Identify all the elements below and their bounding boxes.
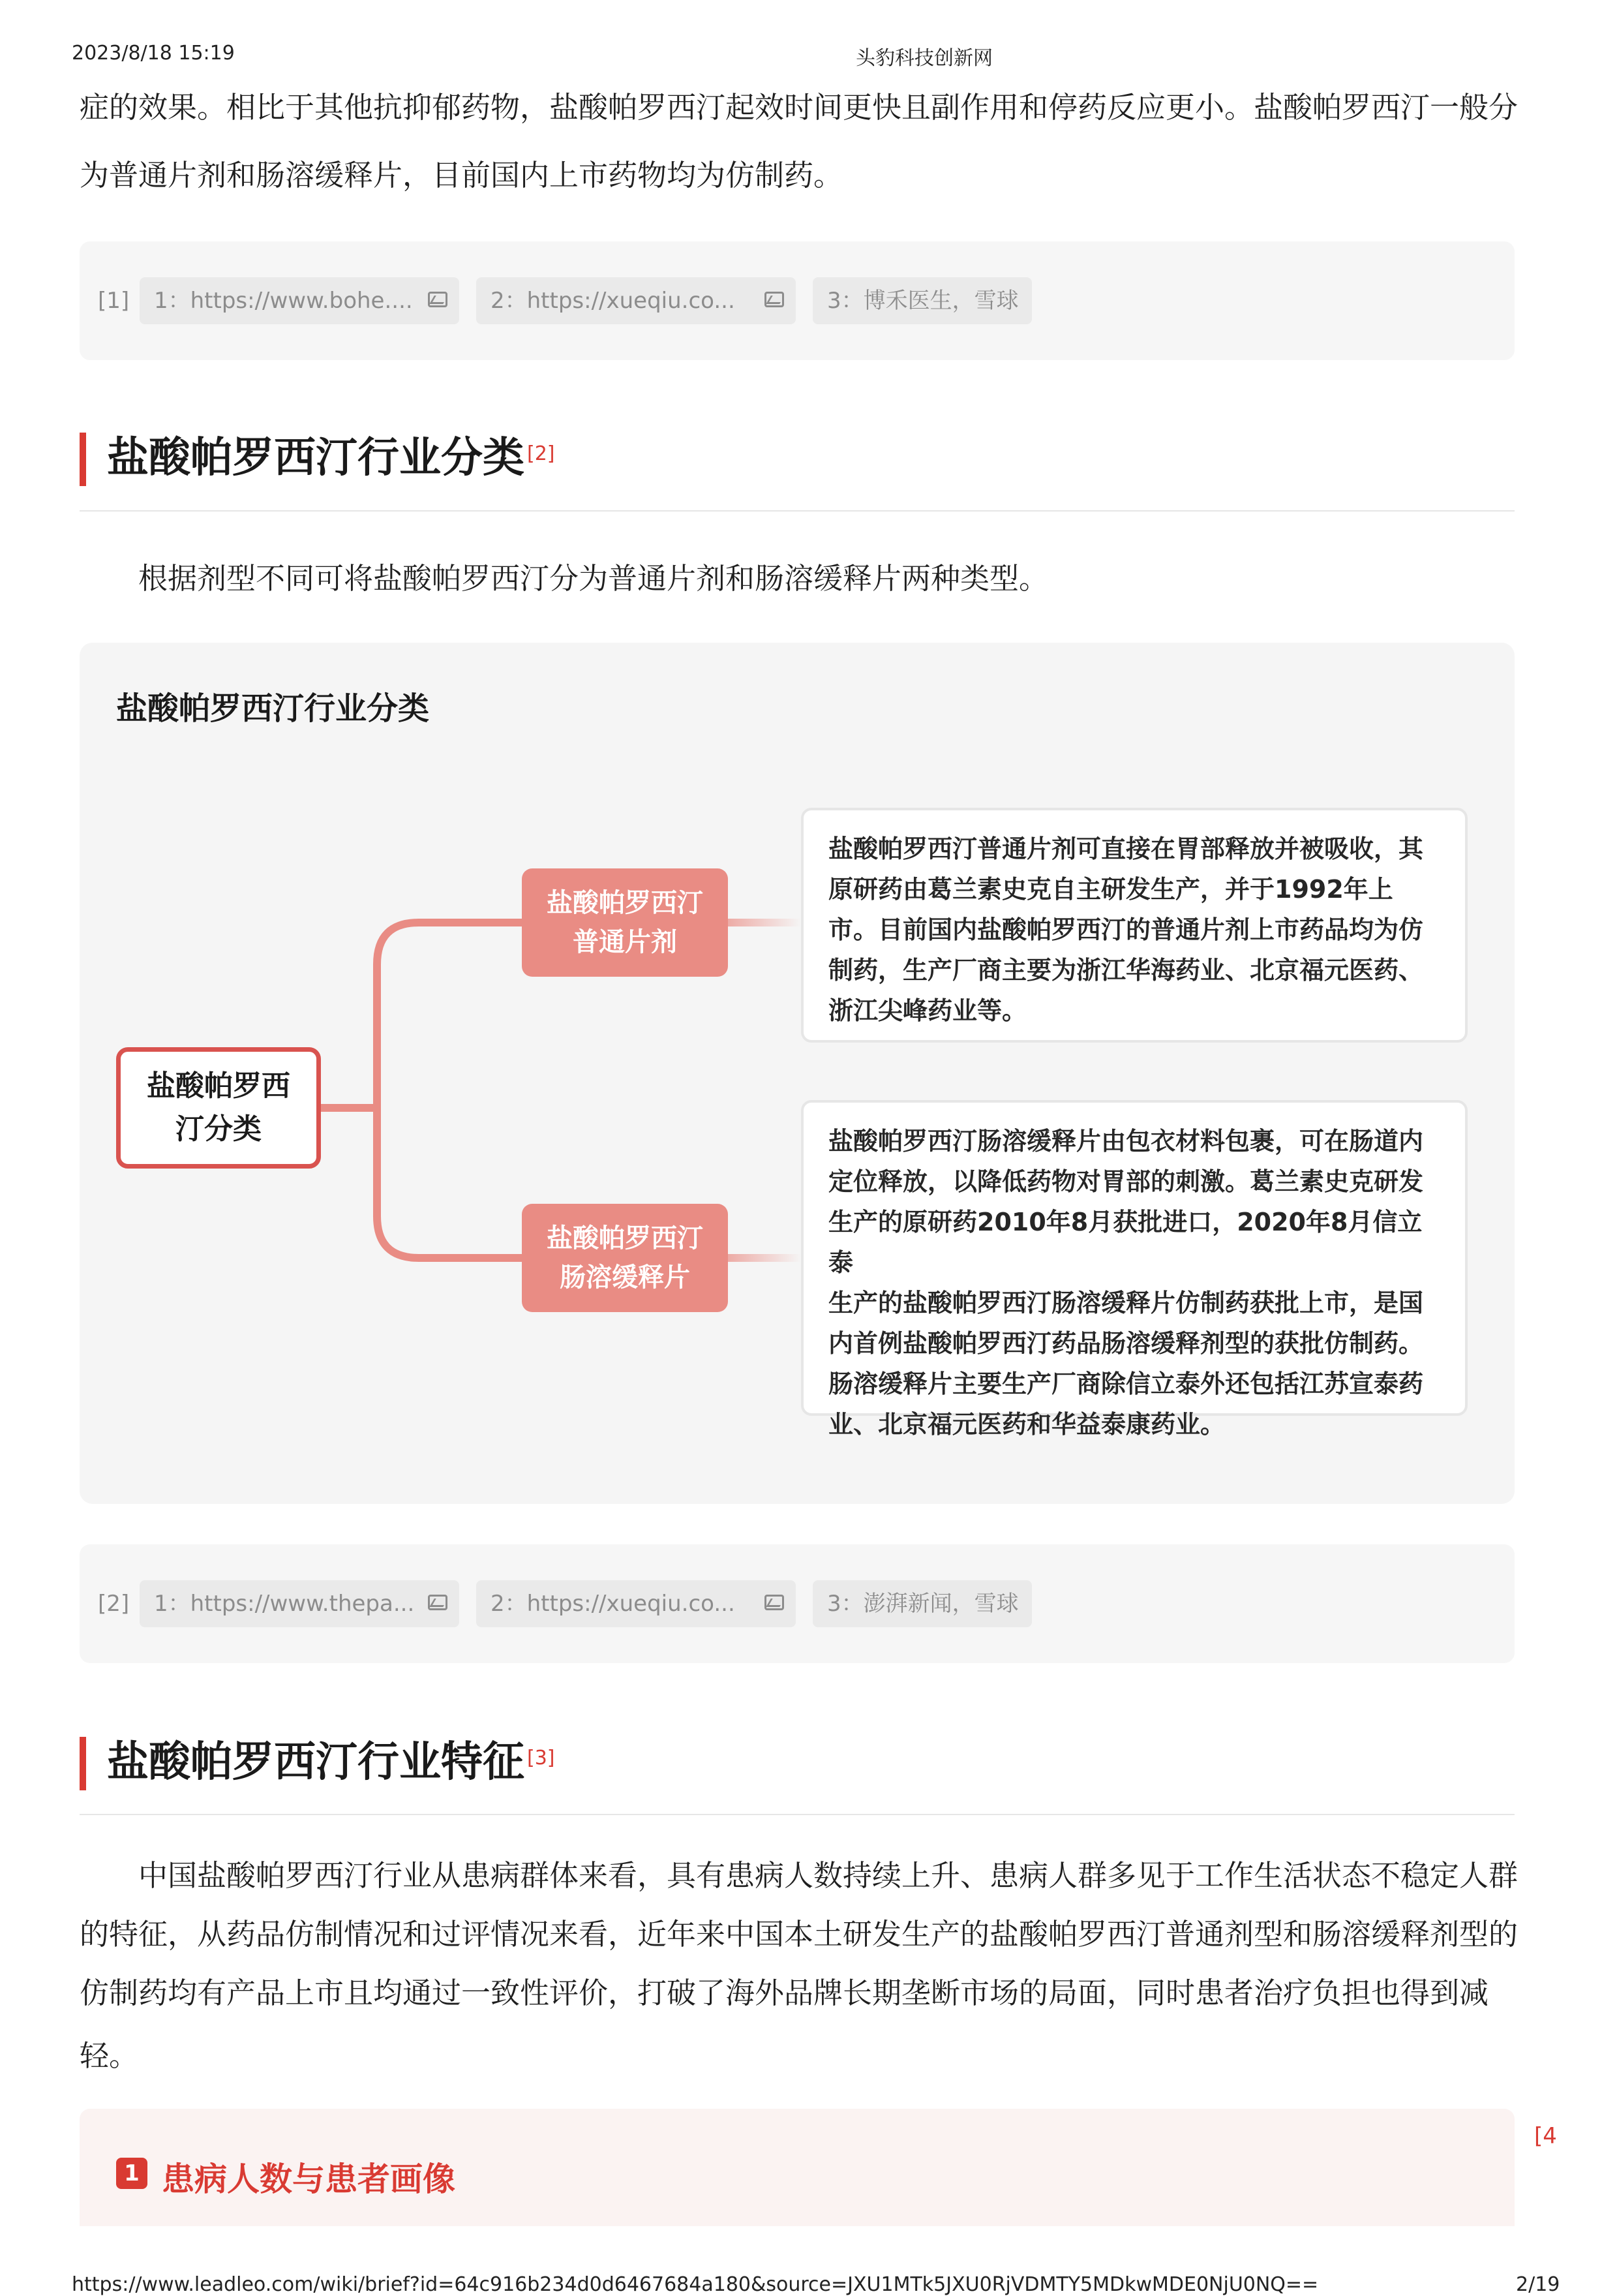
desc-line: 原研药由葛兰素史克自主研发生产，并于1992年上 xyxy=(828,875,1393,904)
connector-upper xyxy=(321,923,522,1108)
print-datetime: 2023/8/18 15:19 xyxy=(72,42,235,65)
desc-line: 制药，生产厂商主要为浙江华海药业、北京福元医药、 xyxy=(828,956,1424,985)
section-title-text: 盐酸帕罗西汀行业分类 xyxy=(107,434,524,482)
reference-link-1[interactable] xyxy=(140,1580,459,1627)
footer-url[interactable]: https://www.leadleo.com/wiki/brief?id=64c916b234d0d6467684a180&source=JXU1MTk5JXU0RjVDMTY5MDkwMDE0NjU0NQ== xyxy=(72,2273,1319,2296)
reference-source xyxy=(813,1580,1032,1627)
section-accent-bar xyxy=(80,1737,86,1790)
image-icon xyxy=(764,1595,784,1610)
subsection-number-badge: 1 xyxy=(116,2158,147,2189)
mindmap-desc-enteric-tablet xyxy=(801,1100,1468,1439)
reference-link-text: 1：https://www.thepa... xyxy=(154,1591,415,1617)
desc-line: 生产的原研药2010年8月获批进口，2020年8月信立泰 xyxy=(828,1208,1423,1277)
section1-body: 根据剂型不同可将盐酸帕罗西汀分为普通片剂和肠溶缓释片两种类型。 xyxy=(138,561,1049,596)
desc-line: 浙江尖峰药业等。 xyxy=(828,996,1027,1025)
intro-line-2: 为普通片剂和肠溶缓释片，目前国内上市药物均为仿制药。 xyxy=(80,158,843,192)
desc-line: 内首例盐酸帕罗西汀药品肠溶缓释剂型的获批仿制药。 xyxy=(828,1329,1424,1358)
intro-line-1: 症的效果。相比于其他抗抑郁药物，盐酸帕罗西汀起效时间更快且副作用和停药反应更小。盐酸帕罗西汀一般分 xyxy=(80,90,1519,125)
desc-line: 肠溶缓释片主要生产厂商除信立泰外还包括江苏宣泰药 xyxy=(828,1370,1424,1398)
connector-fade-lower xyxy=(728,1254,801,1262)
node-label-line: 盐酸帕罗西汀 xyxy=(547,888,703,918)
reference-link-2[interactable] xyxy=(476,1580,796,1627)
section-divider xyxy=(80,1814,1515,1815)
reference-link-text: 1：https://www.bohe.... xyxy=(154,288,413,314)
node-label-line: 肠溶缓释片 xyxy=(560,1263,690,1293)
connector-lower xyxy=(377,1108,522,1258)
reference-source-text: 3：博禾医生，雪球 xyxy=(827,288,1019,314)
desc-line: 盐酸帕罗西汀普通片剂可直接在胃部释放并被吸收，其 xyxy=(828,834,1424,863)
section-title-text: 盐酸帕罗西汀行业特征 xyxy=(107,1738,524,1786)
mindmap-desc-regular-tablet xyxy=(801,808,1468,1043)
reference-source-text: 3：澎湃新闻，雪球 xyxy=(827,1591,1019,1617)
section-footnote-ref[interactable]: [2] xyxy=(527,442,555,465)
section2-body-line-3: 仿制药均有产品上市且均通过一致性评价，打破了海外品牌长期垄断市场的局面，同时患者治疗负担也得到减 xyxy=(80,1976,1489,2010)
desc-line: 生产的盐酸帕罗西汀肠溶缓释片仿制药获批上市，是国 xyxy=(828,1289,1424,1317)
node-label-line: 盐酸帕罗西汀 xyxy=(547,1223,703,1253)
node-label-line: 普通片剂 xyxy=(573,927,677,957)
section2-body-line-1: 中国盐酸帕罗西汀行业从患病群体来看，具有患病人数持续上升、患病人群多见于工作生活状态不稳定人群 xyxy=(138,1858,1519,1893)
card-title: 盐酸帕罗西汀行业分类 xyxy=(116,690,430,727)
mindmap-node-regular-tablet xyxy=(522,868,728,977)
side-footnote-ref[interactable]: [4 xyxy=(1534,2123,1557,2149)
image-icon xyxy=(428,1595,447,1610)
subsection-title: 患病人数与患者画像 xyxy=(162,2160,455,2198)
reference-number: [2] xyxy=(98,1591,130,1617)
mindmap-root xyxy=(116,1047,321,1169)
desc-line: 盐酸帕罗西汀肠溶缓释片由包衣材料包裹，可在肠道内 xyxy=(828,1127,1424,1156)
site-name: 头豹科技创新网 xyxy=(856,47,993,70)
reference-link-text: 2：https://xueqiu.co... xyxy=(491,1591,735,1617)
root-label-line: 汀分类 xyxy=(175,1112,262,1146)
reference-number: [1] xyxy=(98,288,130,314)
section-title-features xyxy=(107,1738,555,1786)
connector-fade-upper xyxy=(728,919,801,926)
root-label-line: 盐酸帕罗西 xyxy=(147,1069,290,1103)
desc-line: 市。目前国内盐酸帕罗西汀的普通片剂上市药品均为仿 xyxy=(828,915,1424,944)
section-footnote-ref[interactable]: [3] xyxy=(527,1747,555,1769)
mindmap-node-enteric-tablet xyxy=(522,1204,728,1312)
section2-body-line-4: 轻。 xyxy=(80,2038,139,2073)
desc-line: 业、北京福元医药和华益泰康药业。 xyxy=(828,1410,1226,1439)
reference-box-2 xyxy=(80,1544,1515,1663)
section2-body-line-2: 的特征，从药品仿制情况和过评情况来看，近年来中国本土研发生产的盐酸帕罗西汀普通剂型和肠溶缓释剂型的 xyxy=(80,1917,1519,1952)
reference-link-text: 2：https://xueqiu.co... xyxy=(491,288,735,314)
desc-line: 定位释放，以降低药物对胃部的刺激。葛兰素史克研发 xyxy=(828,1167,1424,1196)
page-number: 2/19 xyxy=(1516,2273,1560,2296)
